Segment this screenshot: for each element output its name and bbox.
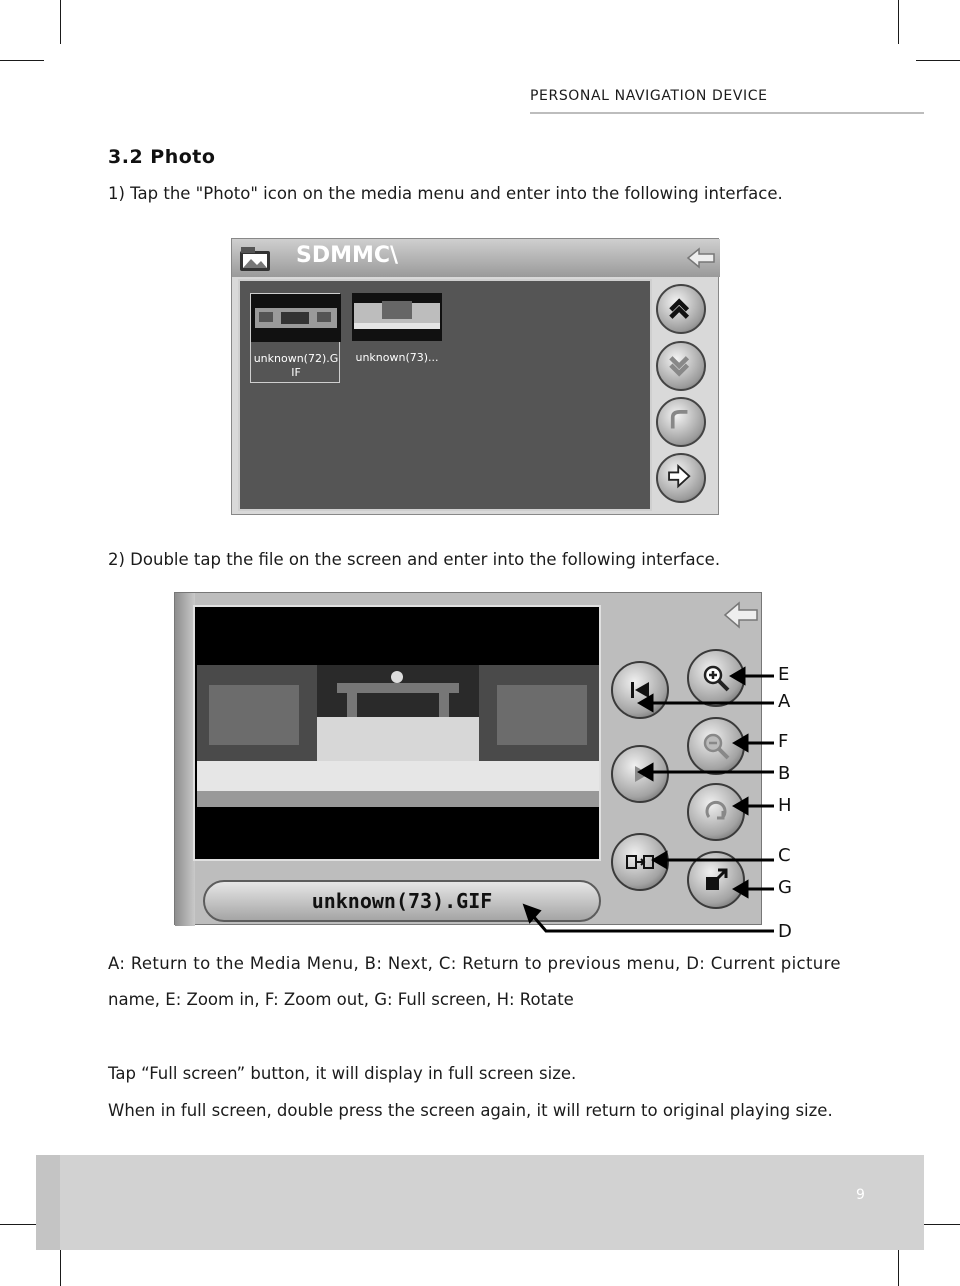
callout-d: D [778,921,792,942]
legend-line-2: name, E: Zoom in, F: Zoom out, G: Full screen, H: Rotate [108,990,574,1009]
callout-h: H [778,795,792,816]
file-name: unknown(73)... [355,351,439,364]
legend-line-1: A: Return to the Media Menu, B: Next, C: Return to previous menu, D: Current picture [108,954,841,973]
file-name-line-1: unknown(72).G [253,352,339,365]
note-full-screen: Tap “Full screen” button, it will display in full screen size. [108,1064,577,1083]
callout-b: B [778,763,791,784]
footer-band [36,1155,924,1250]
step-2-text: 2) Double tap the file on the screen and enter into the following interface. [108,550,721,569]
callout-a: A [778,691,791,712]
page-number: 9 [856,1187,865,1203]
step-1-text: 1) Tap the "Photo" icon on the media menu and enter into the following interface. [108,184,783,203]
running-header: PERSONAL NAVIGATION DEVICE [530,88,768,104]
current-picture-name: unknown(73).GIF [311,889,493,913]
footer-accent [36,1155,60,1250]
file-name-line-2: IF [291,366,301,379]
callout-e: E [778,664,790,685]
callout-c: C [778,845,791,866]
callout-f: F [778,731,789,752]
browser-path: SDMMC\ [296,243,399,268]
callout-g: G [778,877,792,898]
section-title: 3.2 Photo [108,146,216,168]
note-return-size: When in full screen, double press the screen again, it will return to original playing size. [108,1101,833,1120]
